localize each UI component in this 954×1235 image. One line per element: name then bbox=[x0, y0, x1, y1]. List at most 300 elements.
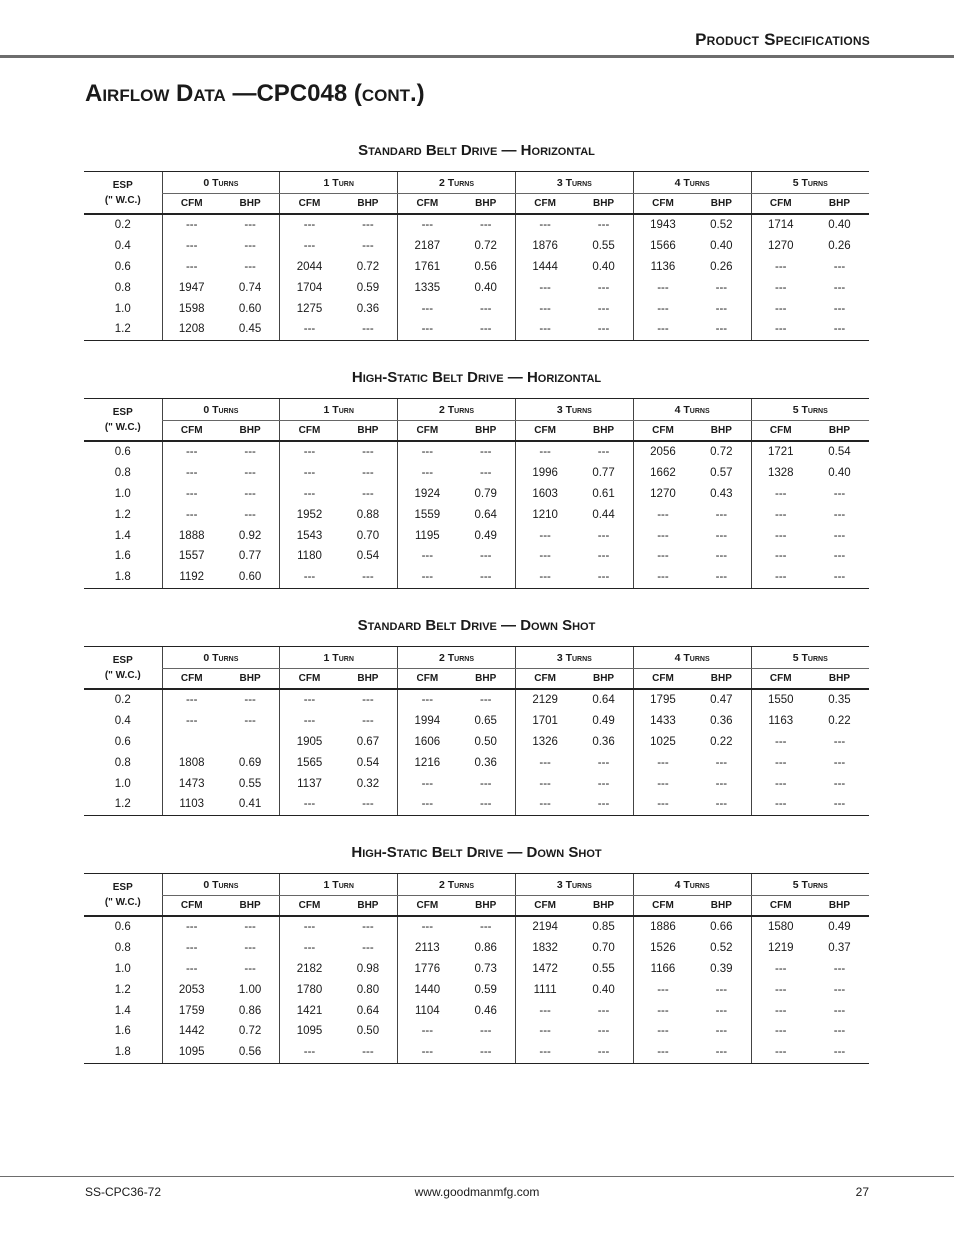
turns-header: 2 Turns bbox=[398, 647, 516, 669]
bhp-cell: 0.72 bbox=[356, 260, 380, 273]
bhp-header: BHP bbox=[692, 669, 751, 690]
cfm-cell: --- bbox=[515, 1000, 574, 1021]
bhp-cell: 0.36 bbox=[474, 756, 497, 769]
cfm-cell: 1598 bbox=[162, 298, 221, 319]
cfm-header: CFM bbox=[398, 194, 457, 215]
cfm-cell: --- bbox=[162, 916, 221, 938]
bhp-header: BHP bbox=[221, 194, 280, 215]
cfm-header: CFM bbox=[751, 669, 810, 690]
cfm-cell: --- bbox=[633, 979, 692, 1000]
esp-cell: 1.6 bbox=[114, 1025, 131, 1038]
cfm-cell: --- bbox=[515, 319, 574, 340]
cfm-cell: --- bbox=[398, 546, 457, 567]
cfm-cell: 1888 bbox=[162, 525, 221, 546]
cfm-cell: --- bbox=[280, 938, 339, 959]
bhp-cell: --- bbox=[244, 508, 256, 521]
esp-cell: 0.8 bbox=[114, 281, 131, 294]
table-row bbox=[84, 916, 869, 938]
cfm-cell: 1208 bbox=[162, 319, 221, 340]
cfm-cell: --- bbox=[398, 567, 457, 588]
bhp-cell: 0.72 bbox=[238, 1025, 262, 1038]
cfm-cell: --- bbox=[162, 257, 221, 278]
bhp-cell: 0.57 bbox=[710, 467, 733, 480]
bhp-cell: --- bbox=[244, 260, 256, 273]
table-row bbox=[84, 214, 869, 236]
bhp-cell: --- bbox=[715, 756, 728, 769]
bhp-cell: --- bbox=[597, 446, 610, 459]
table-title: High-Static Belt Drive — Down Shot bbox=[351, 844, 602, 861]
cfm-cell: 2044 bbox=[280, 257, 339, 278]
cfm-cell: --- bbox=[633, 752, 692, 773]
cfm-cell: 1559 bbox=[398, 504, 457, 525]
cfm-cell: 1543 bbox=[280, 525, 339, 546]
cfm-cell: 1808 bbox=[162, 752, 221, 773]
cfm-cell: 1270 bbox=[751, 236, 810, 257]
bhp-cell: 0.45 bbox=[221, 319, 280, 340]
bhp-cell bbox=[221, 732, 280, 753]
cfm-header: CFM bbox=[162, 669, 221, 690]
bhp-cell: --- bbox=[362, 240, 374, 253]
cfm-cell: --- bbox=[633, 1042, 692, 1063]
bhp-cell: --- bbox=[597, 281, 610, 294]
bhp-cell: --- bbox=[692, 567, 751, 588]
bhp-cell: --- bbox=[715, 1025, 728, 1038]
bhp-cell: --- bbox=[339, 794, 398, 815]
cfm-cell: 1603 bbox=[515, 484, 574, 505]
cfm-cell: --- bbox=[751, 298, 810, 319]
cfm-cell: --- bbox=[633, 525, 692, 546]
bhp-cell: --- bbox=[715, 777, 728, 790]
cfm-header: CFM bbox=[162, 421, 221, 442]
bhp-header: BHP bbox=[692, 194, 751, 215]
esp-cell: 1.2 bbox=[84, 319, 162, 340]
bhp-cell: --- bbox=[362, 219, 374, 232]
cfm-cell: --- bbox=[751, 504, 810, 525]
cfm-cell: 1776 bbox=[398, 959, 457, 980]
cfm-cell: --- bbox=[633, 794, 692, 815]
table-row bbox=[84, 546, 869, 567]
bhp-cell: 0.70 bbox=[356, 529, 380, 542]
bhp-cell: --- bbox=[597, 777, 610, 790]
esp-header-unit: (" W.C.) bbox=[104, 421, 141, 433]
bhp-cell: --- bbox=[692, 319, 751, 340]
esp-cell: 1.8 bbox=[84, 567, 162, 588]
esp-header-label: ESP bbox=[112, 406, 133, 418]
esp-cell: 1.2 bbox=[114, 983, 131, 996]
bhp-header: BHP bbox=[692, 896, 751, 917]
turns-header: 3 Turns bbox=[515, 647, 633, 669]
bhp-cell: --- bbox=[479, 446, 492, 459]
bhp-cell: 0.56 bbox=[474, 260, 497, 273]
bhp-cell: --- bbox=[457, 567, 516, 588]
cfm-cell: --- bbox=[162, 711, 221, 732]
bhp-cell: 0.35 bbox=[828, 694, 851, 707]
bhp-cell: --- bbox=[692, 794, 751, 815]
esp-header-unit: (" W.C.) bbox=[104, 669, 141, 681]
turns-header: 4 Turns bbox=[633, 399, 751, 421]
cfm-cell: --- bbox=[633, 504, 692, 525]
bhp-cell: --- bbox=[362, 942, 374, 955]
bhp-cell: --- bbox=[244, 715, 256, 728]
table-section bbox=[84, 141, 869, 341]
bhp-cell: 0.60 bbox=[221, 567, 280, 588]
cfm-cell: --- bbox=[162, 214, 221, 236]
cfm-cell: --- bbox=[280, 711, 339, 732]
cfm-cell: --- bbox=[633, 1021, 692, 1042]
esp-header-unit: (" W.C.) bbox=[104, 896, 141, 908]
footer-website[interactable]: www.goodmanmfg.com bbox=[414, 1185, 540, 1199]
table-row bbox=[84, 938, 869, 959]
cfm-cell: 1905 bbox=[280, 732, 339, 753]
cfm-cell: 1526 bbox=[633, 938, 692, 959]
table-row bbox=[84, 732, 869, 753]
cfm-cell: 1606 bbox=[398, 732, 457, 753]
cfm-cell: 1996 bbox=[515, 463, 574, 484]
table-section bbox=[84, 368, 869, 589]
esp-cell: 1.0 bbox=[114, 302, 131, 315]
bhp-cell: 0.70 bbox=[592, 942, 615, 955]
bhp-cell: --- bbox=[479, 777, 492, 790]
cfm-cell: 1947 bbox=[162, 277, 221, 298]
bhp-cell: --- bbox=[715, 508, 728, 521]
turns-header: 0 Turns bbox=[162, 647, 280, 669]
cfm-cell: --- bbox=[280, 441, 339, 463]
table-row bbox=[84, 257, 869, 278]
bhp-cell: 0.77 bbox=[238, 550, 262, 563]
table-title: High-Static Belt Drive — Horizontal bbox=[351, 369, 602, 386]
cfm-cell: 1886 bbox=[633, 916, 692, 938]
cfm-cell: 2182 bbox=[280, 959, 339, 980]
bhp-cell: --- bbox=[833, 550, 846, 563]
table-row bbox=[84, 567, 869, 588]
bhp-cell: 0.60 bbox=[238, 302, 262, 315]
cfm-cell: --- bbox=[515, 752, 574, 773]
bhp-cell: --- bbox=[692, 1042, 751, 1063]
cfm-cell: 1111 bbox=[515, 979, 574, 1000]
bhp-cell: 0.22 bbox=[828, 715, 851, 728]
table-row bbox=[84, 441, 869, 463]
bhp-cell: 0.54 bbox=[356, 756, 380, 769]
esp-cell: 0.2 bbox=[114, 219, 131, 232]
cfm-header: CFM bbox=[280, 669, 339, 690]
table-row bbox=[84, 1000, 869, 1021]
cfm-cell: 1219 bbox=[751, 938, 810, 959]
esp-header bbox=[84, 874, 162, 917]
cfm-cell: --- bbox=[398, 689, 457, 711]
turns-header: 4 Turns bbox=[633, 172, 751, 194]
cfm-cell: 1433 bbox=[633, 711, 692, 732]
cfm-cell: 1216 bbox=[398, 752, 457, 773]
bhp-cell: --- bbox=[810, 794, 869, 815]
bhp-cell: --- bbox=[479, 467, 492, 480]
bhp-cell: --- bbox=[833, 487, 846, 500]
cfm-cell: 1163 bbox=[751, 711, 810, 732]
cfm-cell: 1994 bbox=[398, 711, 457, 732]
bhp-cell: 0.54 bbox=[356, 550, 380, 563]
bhp-header: BHP bbox=[810, 421, 869, 442]
bhp-cell: --- bbox=[244, 467, 256, 480]
cfm-cell: 1335 bbox=[398, 277, 457, 298]
esp-header-unit: (" W.C.) bbox=[104, 194, 141, 206]
bhp-cell: --- bbox=[715, 1004, 728, 1017]
cfm-cell: --- bbox=[751, 1021, 810, 1042]
cfm-cell: --- bbox=[162, 689, 221, 711]
bhp-cell: 0.46 bbox=[474, 1004, 497, 1017]
cfm-header: CFM bbox=[515, 896, 574, 917]
cfm-cell: 1025 bbox=[633, 732, 692, 753]
table-title: Standard Belt Drive — Horizontal bbox=[358, 142, 595, 159]
bhp-cell: 0.50 bbox=[474, 735, 497, 748]
cfm-cell: 1550 bbox=[751, 689, 810, 711]
cfm-cell: 1832 bbox=[515, 938, 574, 959]
cfm-cell: --- bbox=[515, 441, 574, 463]
bhp-cell: 0.92 bbox=[238, 529, 262, 542]
table-row bbox=[84, 773, 869, 794]
cfm-cell: 1557 bbox=[162, 546, 221, 567]
cfm-cell: 1180 bbox=[280, 546, 339, 567]
cfm-header: CFM bbox=[398, 669, 457, 690]
turns-header: 1 Turn bbox=[280, 172, 398, 194]
bhp-cell: --- bbox=[597, 550, 610, 563]
cfm-cell: 1876 bbox=[515, 236, 574, 257]
esp-cell: 0.4 bbox=[114, 240, 131, 253]
bhp-cell: --- bbox=[479, 921, 492, 934]
bhp-cell: 0.55 bbox=[592, 240, 615, 253]
cfm-cell: --- bbox=[515, 1042, 574, 1063]
cfm-cell: --- bbox=[162, 463, 221, 484]
esp-cell: 0.8 bbox=[114, 756, 131, 769]
bhp-cell: 0.26 bbox=[710, 260, 733, 273]
bhp-cell: 0.64 bbox=[592, 694, 615, 707]
esp-cell: 0.6 bbox=[114, 260, 131, 273]
bhp-cell: --- bbox=[810, 567, 869, 588]
cfm-cell: --- bbox=[515, 277, 574, 298]
bhp-cell: 0.43 bbox=[710, 487, 733, 500]
esp-cell: 0.6 bbox=[114, 735, 131, 748]
bhp-cell: --- bbox=[339, 567, 398, 588]
cfm-cell: 1166 bbox=[633, 959, 692, 980]
bhp-cell: 0.36 bbox=[356, 302, 380, 315]
bhp-cell: 0.72 bbox=[710, 446, 733, 459]
bhp-cell: 0.40 bbox=[592, 983, 615, 996]
table-row bbox=[84, 711, 869, 732]
bhp-header: BHP bbox=[457, 896, 516, 917]
cfm-cell: --- bbox=[515, 298, 574, 319]
table-row bbox=[84, 1021, 869, 1042]
cfm-cell: 1795 bbox=[633, 689, 692, 711]
cfm-cell: 1780 bbox=[280, 979, 339, 1000]
turns-header: 3 Turns bbox=[515, 874, 633, 896]
bhp-cell: 0.79 bbox=[474, 487, 497, 500]
cfm-cell: --- bbox=[398, 1021, 457, 1042]
bhp-cell: 0.49 bbox=[474, 529, 497, 542]
bhp-cell: --- bbox=[339, 1042, 398, 1063]
bhp-cell: 0.66 bbox=[710, 921, 733, 934]
cfm-cell: 1721 bbox=[751, 441, 810, 463]
bhp-header: BHP bbox=[221, 669, 280, 690]
cfm-cell: 1565 bbox=[280, 752, 339, 773]
turns-header: 1 Turn bbox=[280, 874, 398, 896]
bhp-cell: 0.40 bbox=[710, 240, 733, 253]
cfm-cell: --- bbox=[751, 979, 810, 1000]
cfm-cell: --- bbox=[162, 938, 221, 959]
cfm-cell: --- bbox=[633, 277, 692, 298]
cfm-cell: --- bbox=[162, 959, 221, 980]
bhp-cell: 0.55 bbox=[238, 777, 262, 790]
cfm-cell: --- bbox=[751, 752, 810, 773]
table-row bbox=[84, 959, 869, 980]
cfm-header: CFM bbox=[162, 896, 221, 917]
cfm-cell: --- bbox=[398, 773, 457, 794]
bhp-cell: --- bbox=[479, 694, 492, 707]
cfm-cell: 2056 bbox=[633, 441, 692, 463]
bhp-header: BHP bbox=[339, 421, 398, 442]
bhp-cell: 0.36 bbox=[710, 715, 733, 728]
bhp-header: BHP bbox=[692, 421, 751, 442]
turns-header: 4 Turns bbox=[633, 874, 751, 896]
cfm-cell: --- bbox=[751, 277, 810, 298]
bhp-cell: 0.88 bbox=[356, 508, 380, 521]
cfm-cell: 1440 bbox=[398, 979, 457, 1000]
cfm-cell: --- bbox=[280, 689, 339, 711]
cfm-header: CFM bbox=[398, 421, 457, 442]
bhp-cell: --- bbox=[244, 240, 256, 253]
table-row bbox=[84, 752, 869, 773]
bhp-cell: --- bbox=[362, 715, 374, 728]
bhp-cell: 0.40 bbox=[592, 260, 615, 273]
bhp-cell: --- bbox=[244, 921, 256, 934]
turns-header: 5 Turns bbox=[751, 647, 869, 669]
cfm-cell: 1701 bbox=[515, 711, 574, 732]
bhp-cell: 0.40 bbox=[828, 467, 851, 480]
turns-header: 3 Turns bbox=[515, 399, 633, 421]
bhp-cell: --- bbox=[244, 962, 256, 975]
cfm-cell bbox=[162, 732, 221, 753]
header-divider bbox=[0, 55, 954, 58]
cfm-cell: --- bbox=[280, 1042, 339, 1063]
cfm-cell: 2053 bbox=[162, 979, 221, 1000]
bhp-cell: 0.55 bbox=[592, 962, 615, 975]
bhp-header: BHP bbox=[810, 896, 869, 917]
bhp-cell: --- bbox=[362, 467, 374, 480]
bhp-cell: --- bbox=[362, 921, 374, 934]
bhp-cell: --- bbox=[715, 550, 728, 563]
bhp-cell: --- bbox=[457, 319, 516, 340]
cfm-cell: 1270 bbox=[633, 484, 692, 505]
bhp-cell: 0.37 bbox=[828, 942, 851, 955]
bhp-cell: --- bbox=[597, 1004, 610, 1017]
cfm-header: CFM bbox=[633, 421, 692, 442]
bhp-cell: 0.69 bbox=[238, 756, 262, 769]
bhp-cell: 0.65 bbox=[474, 715, 497, 728]
airflow-table bbox=[84, 646, 869, 816]
bhp-cell: --- bbox=[597, 756, 610, 769]
cfm-cell: --- bbox=[398, 319, 457, 340]
cfm-cell: --- bbox=[751, 567, 810, 588]
cfm-cell: 1704 bbox=[280, 277, 339, 298]
cfm-cell: --- bbox=[280, 463, 339, 484]
cfm-cell: --- bbox=[398, 214, 457, 236]
bhp-cell: --- bbox=[574, 319, 633, 340]
turns-header: 5 Turns bbox=[751, 399, 869, 421]
turns-header: 4 Turns bbox=[633, 647, 751, 669]
bhp-cell: 0.36 bbox=[592, 735, 615, 748]
bhp-cell: --- bbox=[715, 302, 728, 315]
cfm-cell: --- bbox=[751, 1000, 810, 1021]
bhp-cell: --- bbox=[810, 319, 869, 340]
bhp-cell: --- bbox=[574, 794, 633, 815]
turns-header: 5 Turns bbox=[751, 172, 869, 194]
esp-cell: 0.8 bbox=[114, 467, 131, 480]
cfm-cell: 1326 bbox=[515, 732, 574, 753]
cfm-cell: 1421 bbox=[280, 1000, 339, 1021]
cfm-cell: --- bbox=[280, 214, 339, 236]
bhp-cell: --- bbox=[597, 529, 610, 542]
esp-cell: 0.6 bbox=[114, 921, 131, 934]
table-row bbox=[84, 463, 869, 484]
cfm-cell: 1714 bbox=[751, 214, 810, 236]
bhp-header: BHP bbox=[339, 896, 398, 917]
cfm-cell: 1444 bbox=[515, 257, 574, 278]
table-row bbox=[84, 504, 869, 525]
bhp-cell: --- bbox=[479, 550, 492, 563]
esp-cell: 1.2 bbox=[84, 794, 162, 815]
footer-divider bbox=[0, 1176, 954, 1177]
header-title: Product Specifications bbox=[695, 30, 870, 49]
cfm-cell: --- bbox=[751, 732, 810, 753]
esp-cell: 1.0 bbox=[114, 962, 131, 975]
bhp-header: BHP bbox=[457, 194, 516, 215]
bhp-header: BHP bbox=[574, 669, 633, 690]
turns-header: 0 Turns bbox=[162, 172, 280, 194]
table-section bbox=[84, 843, 869, 1064]
cfm-cell: 1095 bbox=[280, 1021, 339, 1042]
cfm-cell: 1275 bbox=[280, 298, 339, 319]
cfm-cell: 1136 bbox=[633, 257, 692, 278]
table-row bbox=[84, 298, 869, 319]
bhp-cell: --- bbox=[244, 487, 256, 500]
cfm-header: CFM bbox=[633, 669, 692, 690]
bhp-cell: 0.86 bbox=[238, 1004, 262, 1017]
cfm-cell: --- bbox=[633, 773, 692, 794]
cfm-cell: 2194 bbox=[515, 916, 574, 938]
bhp-cell: --- bbox=[479, 1025, 492, 1038]
esp-cell: 1.2 bbox=[114, 508, 131, 521]
cfm-cell: --- bbox=[280, 567, 339, 588]
turns-header: 2 Turns bbox=[398, 874, 516, 896]
cfm-cell: 1137 bbox=[280, 773, 339, 794]
esp-cell: 0.2 bbox=[114, 694, 131, 707]
cfm-cell: --- bbox=[398, 794, 457, 815]
bhp-cell: --- bbox=[362, 446, 374, 459]
esp-header-label: ESP bbox=[112, 881, 133, 893]
cfm-header: CFM bbox=[515, 669, 574, 690]
cfm-cell: --- bbox=[515, 525, 574, 546]
bhp-cell: 0.59 bbox=[474, 983, 497, 996]
cfm-cell: --- bbox=[162, 484, 221, 505]
bhp-cell: 0.80 bbox=[356, 983, 380, 996]
cfm-cell: --- bbox=[751, 959, 810, 980]
bhp-cell: --- bbox=[597, 302, 610, 315]
bhp-cell: --- bbox=[833, 508, 846, 521]
bhp-cell: 0.39 bbox=[710, 962, 733, 975]
bhp-header: BHP bbox=[810, 669, 869, 690]
cfm-cell: --- bbox=[398, 441, 457, 463]
bhp-cell: 0.74 bbox=[238, 281, 262, 294]
bhp-cell: --- bbox=[833, 1025, 846, 1038]
table-row bbox=[84, 794, 869, 815]
bhp-cell: --- bbox=[574, 1042, 633, 1063]
